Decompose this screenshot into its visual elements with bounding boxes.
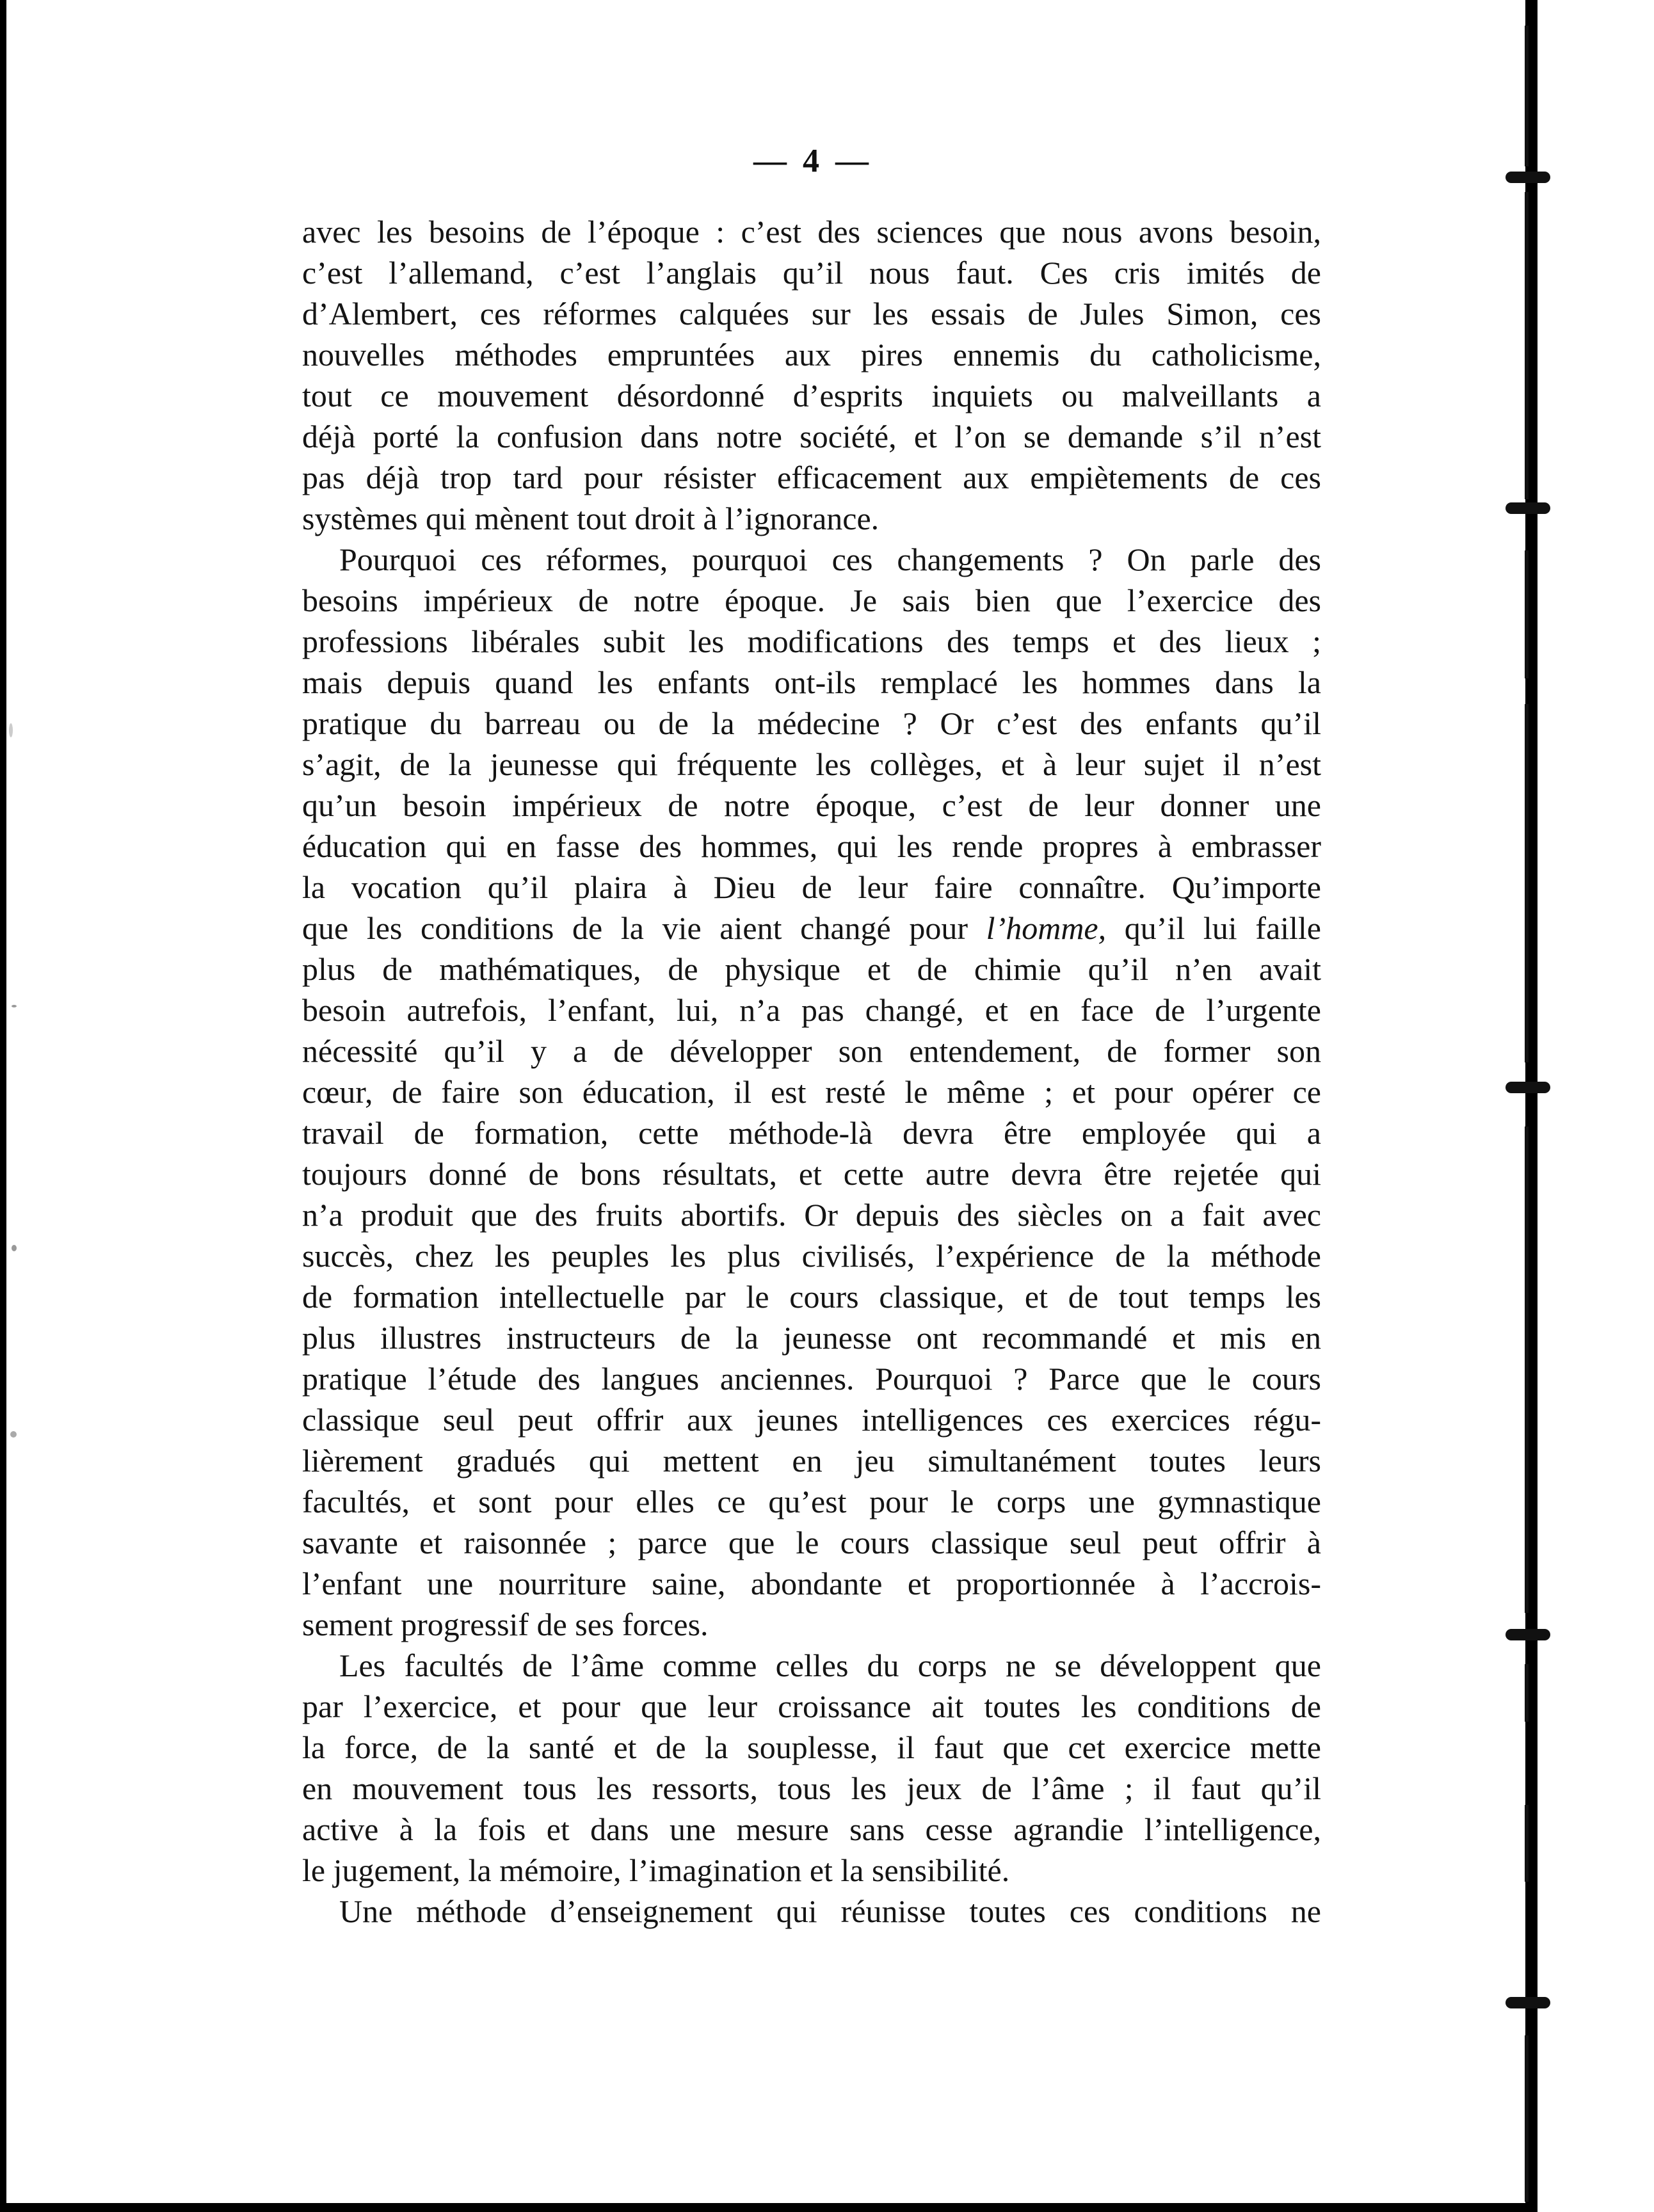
scan-speck: [10, 1431, 17, 1438]
text-line: systèmes qui mènent tout droit à l’ignorance.: [302, 501, 879, 536]
text-line: active à la fois et dans une mesure sans cesse agrandie l’intelligence,: [302, 1811, 1321, 1847]
text-line: Les facultés de l’âme comme celles du corps ne se développent que: [339, 1647, 1321, 1683]
binding-thread: [1525, 2035, 1529, 2202]
text-line: savante et raisonnée ; parce que le cours classique seul peut offrir à: [302, 1525, 1321, 1560]
binding-knot: [1505, 1082, 1550, 1093]
text-line: pratique l’étude des langues anciennes. Pourquoi ? Parce que le cours: [302, 1361, 1321, 1397]
binding-thread: [1525, 550, 1529, 678]
text-line: besoins impérieux de notre époque. Je sais bien que l’exercice des: [302, 582, 1321, 618]
text-line: toujours donné de bons résultats, et cette autre devra être rejetée qui: [302, 1156, 1321, 1192]
binding-thread: [1525, 1664, 1529, 1722]
text-line: de formation intellectuelle par le cours classique, et de tout temps les: [302, 1279, 1321, 1315]
text-line: nécessité qu’il y a de développer son entendement, de former son: [302, 1033, 1321, 1069]
text-line: plus illustres instructeurs de la jeunesse ont recommandé et mis en: [302, 1320, 1321, 1356]
text-line: succès, chez les peuples les plus civilisés, l’expérience de la méthode: [302, 1238, 1321, 1274]
italic-word: l’homme,: [986, 910, 1107, 946]
text-line: l’enfant une nourriture saine, abondante et proportionnée à l’accrois-: [302, 1566, 1321, 1601]
binding-thread: [1525, 704, 1529, 1062]
text-run: que les conditions de la vie aient changé pour: [302, 910, 968, 946]
binding-knot: [1505, 1629, 1550, 1640]
text-line: déjà porté la confusion dans notre société, et l’on se demande s’il n’est: [302, 419, 1321, 454]
text-line: n’a produit que des fruits abortifs. Or depuis des siècles on a fait avec: [302, 1197, 1321, 1233]
text-line: la vocation qu’il plaira à Dieu de leur faire connaître. Qu’importe: [302, 869, 1321, 905]
text-line: sement progressif de ses forces.: [302, 1607, 709, 1642]
page-number: — 4 —: [753, 143, 872, 179]
text-line: tout ce mouvement désordonné d’esprits inquiets ou malveillants a: [302, 378, 1321, 413]
scan-speck: [9, 723, 13, 737]
binding-thread: [1525, 1805, 1529, 1882]
binding-knot: [1505, 502, 1550, 514]
text-line: pratique du barreau ou de la médecine ? Or c’est des enfants qu’il: [302, 705, 1321, 741]
text-line: lièrement gradués qui mettent en jeu simultanément toutes leurs: [302, 1443, 1321, 1479]
text-run: qu’il lui faille: [1106, 910, 1321, 946]
text-line: la force, de la santé et de la souplesse, il faut que cet exercice mette: [302, 1729, 1321, 1765]
text-line: [302, 908, 1321, 949]
text-line: Une méthode d’enseignement qui réunisse toutes ces conditions ne: [339, 1893, 1321, 1929]
text-line: s’agit, de la jeunesse qui fréquente les collèges, et à leur sujet il n’est: [302, 746, 1321, 782]
text-line: nouvelles méthodes empruntées aux pires ennemis du catholicisme,: [302, 337, 1321, 373]
text-line: besoin autrefois, l’enfant, lui, n’a pas changé, et en face de l’urgente: [302, 992, 1321, 1028]
binding-thread: [1525, 1126, 1529, 1613]
text-line: classique seul peut offrir aux jeunes intelligences ces exercices régu-: [302, 1402, 1321, 1438]
adjacent-page-strip: [1538, 0, 1654, 2212]
text-line: le jugement, la mémoire, l’imagination et la sensibilité.: [302, 1852, 1010, 1888]
text-line: cœur, de faire son éducation, il est resté le même ; et pour opérer ce: [302, 1074, 1321, 1110]
text-line: travail de formation, cette méthode-là devra être employée qui a: [302, 1115, 1321, 1151]
binding-knot: [1505, 1997, 1550, 2008]
text-line: pas déjà trop tard pour résister efficacement aux empiètements de ces: [302, 460, 1321, 495]
text-line: d’Alembert, ces réformes calquées sur les essais de Jules Simon, ces: [302, 296, 1321, 332]
text-line: c’est l’allemand, c’est l’anglais qu’il nous faut. Ces cris imités de: [302, 255, 1321, 291]
body-text: [302, 211, 1321, 1932]
scan-speck: [12, 1245, 17, 1251]
scan-speck: [12, 1005, 17, 1007]
text-line: par l’exercice, et pour que leur croissance ait toutes les conditions de: [302, 1688, 1321, 1724]
text-line: qu’un besoin impérieux de notre époque, c’est de leur donner une: [302, 787, 1321, 823]
text-line: plus de mathématiques, de physique et de chimie qu’il n’en avait: [302, 951, 1321, 987]
text-line: facultés, et sont pour elles ce qu’est pour le corps une gymnastique: [302, 1484, 1321, 1519]
text-line: professions libérales subit les modifications des temps et des lieux ;: [302, 623, 1321, 659]
text-line: mais depuis quand les enfants ont-ils remplacé les hommes dans la: [302, 664, 1321, 700]
text-line: Pourquoi ces réformes, pourquoi ces changements ? On parle des: [339, 541, 1321, 577]
text-line: avec les besoins de l’époque : c’est des sciences que nous avons besoin,: [302, 214, 1321, 250]
text-line: en mouvement tous les ressorts, tous les jeux de l’âme ; il faut qu’il: [302, 1770, 1321, 1806]
text-line: éducation qui en fasse des hommes, qui les rende propres à embrasser: [302, 828, 1321, 864]
binding-thread: [1525, 192, 1529, 499]
